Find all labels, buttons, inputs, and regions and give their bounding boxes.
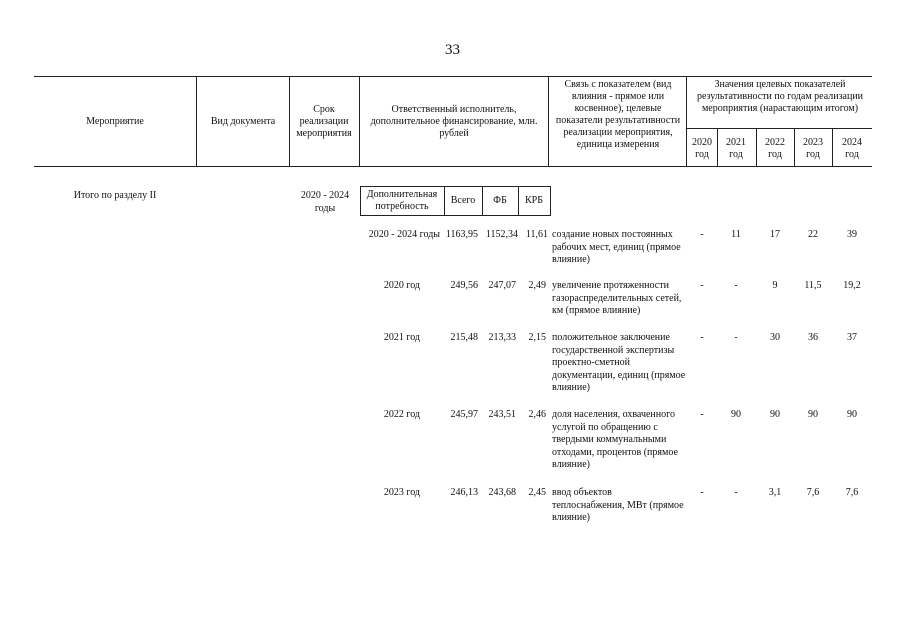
row-krb: 2,15 — [528, 332, 546, 343]
row-value-2023: 90 — [808, 409, 818, 420]
row-period: 2022 год — [383, 409, 420, 420]
row-value-2021: 90 — [731, 409, 741, 420]
header-doc-type: Вид документа — [210, 116, 276, 127]
row-value-2021: 11 — [731, 229, 741, 240]
subheader-divider — [444, 186, 445, 216]
row-period: 2021 год — [383, 332, 420, 343]
section-total-term: 2020 - 2024 годы — [300, 190, 350, 214]
subheader-bottom-border — [360, 215, 550, 216]
row-value-2022: 90 — [770, 409, 780, 420]
row-value-2022: 9 — [772, 280, 778, 291]
row-value-2024: 90 — [847, 409, 857, 420]
row-period: 2020 год — [383, 280, 420, 291]
col-divider — [289, 76, 290, 167]
subheader-divider — [550, 186, 551, 216]
row-krb: 11,61 — [525, 229, 548, 240]
col-divider — [832, 128, 833, 167]
row-fb: 243,51 — [488, 409, 516, 420]
header-year-2023: 2023 год — [803, 137, 823, 160]
row-value-2023: 11,5 — [804, 280, 822, 291]
row-total: 215,48 — [450, 332, 478, 343]
row-value-2022: 30 — [770, 332, 780, 343]
row-value-2021: - — [734, 487, 738, 498]
row-value-2020: - — [700, 332, 704, 343]
col-divider — [196, 76, 197, 167]
row-value-2020: - — [700, 229, 704, 240]
row-value-2020: - — [700, 280, 704, 291]
col-divider — [686, 76, 687, 167]
header-values-group: Значения целевых показателей результативности по годам реализации мероприятия (нарастающим итогом) — [696, 79, 864, 114]
subheader-divider — [482, 186, 483, 216]
year-subheader-border — [686, 128, 872, 129]
row-indicator: доля населения, охваченного услугой по обращению с твердыми коммунальными отходами, процентов (прямое влияние) — [552, 409, 678, 470]
header-top-border — [34, 76, 872, 77]
row-period: 2020 - 2024 годы — [368, 229, 440, 240]
header-term: Срок реализации мероприятия — [296, 104, 352, 139]
col-divider — [717, 128, 718, 167]
section-total-label: Итого по разделу II — [73, 190, 157, 201]
row-total: 1163,95 — [445, 229, 478, 240]
row-value-2020: - — [700, 487, 704, 498]
header-bottom-border — [34, 166, 872, 167]
header-measure: Мероприятие — [86, 116, 144, 127]
row-krb: 2,49 — [528, 280, 546, 291]
row-value-2024: 39 — [847, 229, 857, 240]
row-value-2024: 37 — [847, 332, 857, 343]
row-value-2024: 7,6 — [845, 487, 859, 498]
header-link: Связь с показателем (вид влияния - прямое или косвенное), целевые показатели результативности реализации мероприятия, единица измерения — [555, 79, 681, 150]
row-indicator: положительное заключение государственной экспертизы проектно-сметной документации, единиц (прямое влияние) — [552, 332, 686, 393]
row-fb: 213,33 — [488, 332, 516, 343]
page-number: 33 — [445, 42, 460, 58]
header-executor: Ответственный исполнитель, дополнительное финансирование, млн. рублей — [370, 104, 538, 139]
row-value-2023: 7,6 — [806, 487, 820, 498]
row-value-2022: 17 — [770, 229, 780, 240]
row-indicator: создание новых постоянных рабочих мест, единиц (прямое влияние) — [552, 229, 681, 265]
subheader-top-border — [360, 186, 550, 187]
row-krb: 2,46 — [528, 409, 546, 420]
row-fb: 243,68 — [488, 487, 516, 498]
row-krb: 2,45 — [528, 487, 546, 498]
header-year-2022: 2022 год — [765, 137, 785, 160]
row-indicator: увеличение протяженности газораспределительных сетей, км (прямое влияние) — [552, 280, 682, 316]
subheader-krb: КРБ — [525, 195, 543, 206]
subheader-divider — [518, 186, 519, 216]
header-year-2021: 2021 год — [726, 137, 746, 160]
subheader-total: Всего — [450, 195, 476, 206]
row-value-2024: 19,2 — [843, 280, 861, 291]
row-value-2021: - — [734, 332, 738, 343]
row-value-2020: - — [700, 409, 704, 420]
subheader-divider — [360, 186, 361, 216]
row-value-2021: - — [734, 280, 738, 291]
header-year-2020: 2020 год — [692, 137, 712, 160]
row-value-2023: 22 — [808, 229, 818, 240]
row-value-2022: 3,1 — [768, 487, 782, 498]
header-year-2024: 2024 год — [842, 137, 862, 160]
row-value-2023: 36 — [808, 332, 818, 343]
col-divider — [756, 128, 757, 167]
row-fb: 247,07 — [488, 280, 516, 291]
subheader-need: Дополнительная потребность — [366, 189, 438, 212]
row-fb: 1152,34 — [485, 229, 518, 240]
subheader-fb: ФБ — [493, 195, 507, 206]
row-indicator: ввод объектов теплоснабжения, МВт (прямое влияние) — [552, 487, 684, 523]
row-total: 245,97 — [450, 409, 478, 420]
row-total: 246,13 — [450, 487, 478, 498]
col-divider — [359, 76, 360, 167]
col-divider — [548, 76, 549, 167]
col-divider — [794, 128, 795, 167]
row-total: 249,56 — [450, 280, 478, 291]
row-period: 2023 год — [383, 487, 420, 498]
